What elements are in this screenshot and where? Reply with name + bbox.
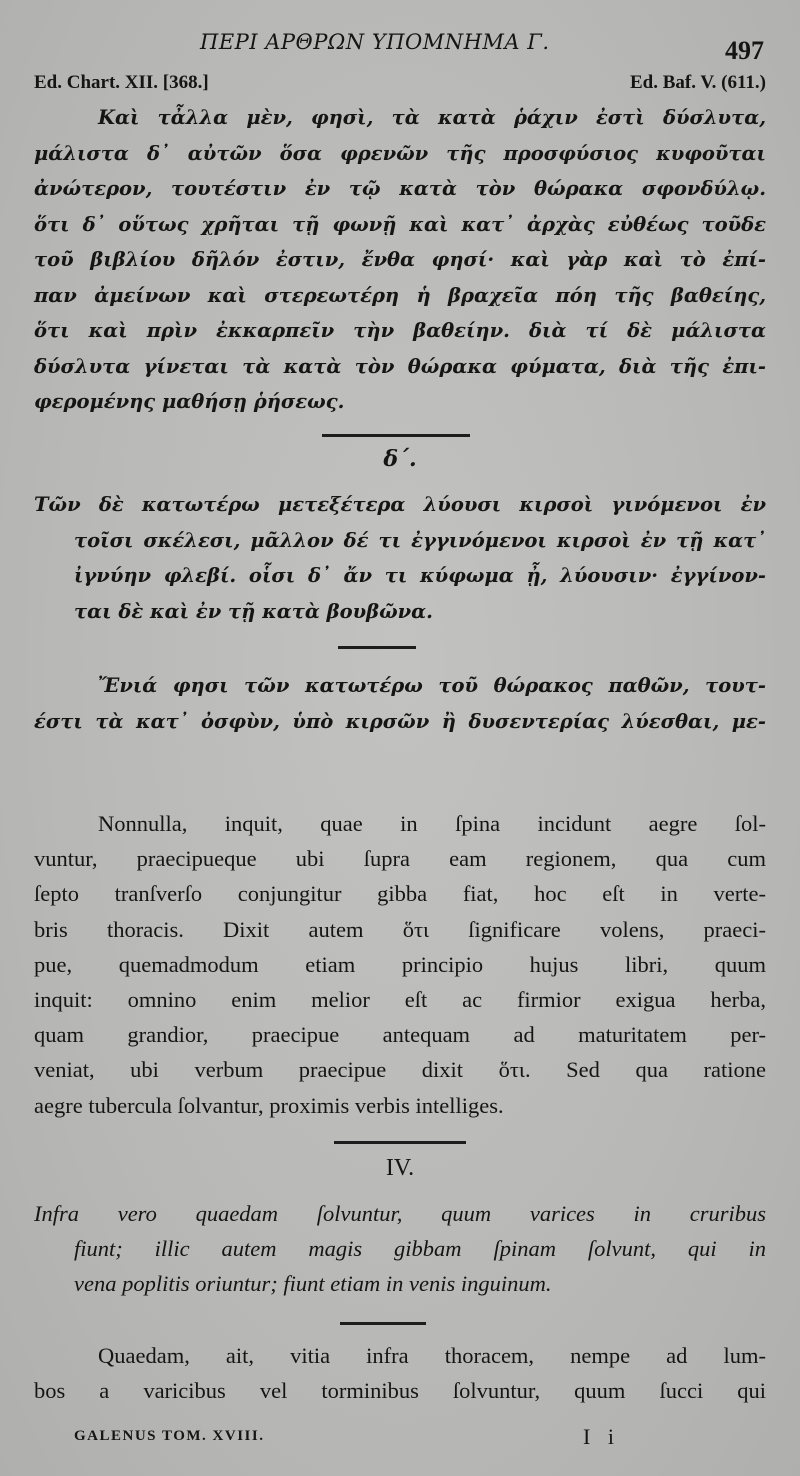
- footer-gathering-mark: I i: [583, 1424, 620, 1449]
- greek-line: ὅτι καὶ πρὶν ἐκκαρπεῖν τὴν βαθείην. διὰ τί δὲ μάλιστα: [34, 319, 766, 342]
- latin-line: aegre tubercula ſolvantur, proximis verbis intelliges.: [34, 1092, 504, 1118]
- greek-commentary-block: [34, 100, 766, 420]
- edition-basel-reference: Ed. Baf. V. (611.): [629, 72, 766, 93]
- latin-line: bris thoracis. Dixit autem ὅτι ſignificare volens, praeci-: [34, 916, 766, 942]
- edition-chart-reference: Ed. Chart. XII. [368.]: [34, 72, 209, 93]
- greek-line: φερομένης μαθήσῃ ῥήσεως.: [34, 390, 345, 413]
- latin-line: vena poplitis oriuntur; fiunt etiam in venis inguinum.: [74, 1271, 552, 1297]
- latin-commentary-block: [34, 1338, 766, 1408]
- greek-line: Τῶν δὲ κατωτέρω μετεξέτερα λύουσι κιρσοὶ γινόμενοι ἐν: [34, 493, 766, 516]
- greek-line: Καὶ τἆλλα μὲν, φησὶ, τὰ κατὰ ῥάχιν ἐστὶ δύσλυτα,: [98, 106, 766, 129]
- greek-line: ὅτι δ᾽ οὕτως χρῆται τῇ φωνῇ καὶ κατ᾽ ἀρχὰς εὐθέως τοῦδε: [34, 212, 766, 236]
- page-number: 497: [725, 36, 764, 65]
- greek-line: μάλιστα δ᾽ αὐτῶν ὅσα φρενῶν τῆς προσφύσιος κυφοῦται: [34, 141, 766, 165]
- section-number-latin: IV.: [385, 1155, 415, 1181]
- latin-line: veniat, ubi verbum praecipue dixit ὅτι. Sed qua ratione: [34, 1057, 766, 1083]
- greek-line: ται δὲ καὶ ἐν τῇ κατὰ βουβῶνα.: [74, 599, 433, 623]
- greek-line: έστι τὰ κατ᾽ ὀσφὺν, ὑπὸ κιρσῶν ἢ δυσεντερίας λύεσθαι, με-: [34, 709, 766, 733]
- section-divider-rule: [334, 1141, 466, 1144]
- latin-line: bos a varicibus vel torminibus ſolvuntur, quum ſucci qui: [34, 1378, 766, 1404]
- latin-line: ſepto tranſverſo conjungitur gibba fiat, hoc eſt in verte-: [34, 881, 766, 907]
- section-divider-rule: [340, 1322, 426, 1325]
- section-divider-rule: [338, 646, 416, 649]
- latin-line: Infra vero quaedam ſolvuntur, quum varices in cruribus: [34, 1201, 766, 1226]
- greek-aphorism-block: [34, 487, 766, 629]
- latin-line: pue, quemadmodum etiam principio hujus libri, quum: [34, 951, 766, 977]
- greek-line: τοῖσι σκέλεσι, μᾶλλον δέ τι ἐγγινόμενοι κιρσοὶ ἐν τῇ κατ᾽: [74, 528, 766, 552]
- latin-line: Nonnulla, inquit, quae in ſpina incidunt aegre ſol-: [98, 811, 766, 836]
- greek-commentary-block: [34, 668, 766, 739]
- running-title: ΠΕΡΙ ΑΡΘΡΩΝ ΥΠΟΜΝΗΜΑ Γ.: [200, 30, 550, 54]
- latin-line: Quaedam, ait, vitia infra thoracem, nempe ad lum-: [98, 1343, 766, 1368]
- greek-line: Ἔνιά φησι τῶν κατωτέρω τοῦ θώρακος παθῶν, τουτ-: [98, 674, 766, 697]
- latin-aphorism-block: [34, 1196, 766, 1302]
- greek-line: παν ἀμείνων καὶ στερεωτέρη ἡ βραχεῖα πόη τῆς βαθείης,: [34, 283, 766, 307]
- latin-line: quam grandior, praecipue antequam ad maturitatem per-: [34, 1022, 766, 1048]
- footer-volume-signature: GALENUS TOM. XVIII.: [74, 1428, 265, 1444]
- latin-line: inquit: omnino enim melior eſt ac firmior exigua herba,: [34, 987, 766, 1013]
- greek-line: ἀνώτερον, τουτέστιν ἐν τῷ κατὰ τὸν θώρακα σφονδύλῳ.: [34, 177, 766, 200]
- section-number-greek: δ΄.: [383, 446, 417, 472]
- edition-reference-line: [34, 72, 766, 98]
- page-footer: [74, 1424, 620, 1454]
- latin-line: vuntur, praecipueque ubi ſupra eam regionem, qua cum: [34, 846, 766, 872]
- greek-line: δύσλυτα γίνεται τὰ κατὰ τὸν θώρακα φύματα, διὰ τῆς ἐπι-: [34, 354, 766, 378]
- greek-line: τοῦ βιβλίου δῆλόν ἐστιν, ἔνθα φησί· καὶ γὰρ καὶ τὸ ἐπί-: [34, 248, 766, 271]
- latin-commentary-block: [34, 806, 766, 1123]
- greek-line: ἰγνύην φλεβί. οἷσι δ᾽ ἄν τι κύφωμα ᾖ, λύουσιν· ἐγγίνον-: [74, 564, 766, 587]
- latin-line: fiunt; illic autem magis gibbam ſpinam ſolvunt, qui in: [74, 1236, 766, 1262]
- section-divider-rule: [322, 434, 470, 437]
